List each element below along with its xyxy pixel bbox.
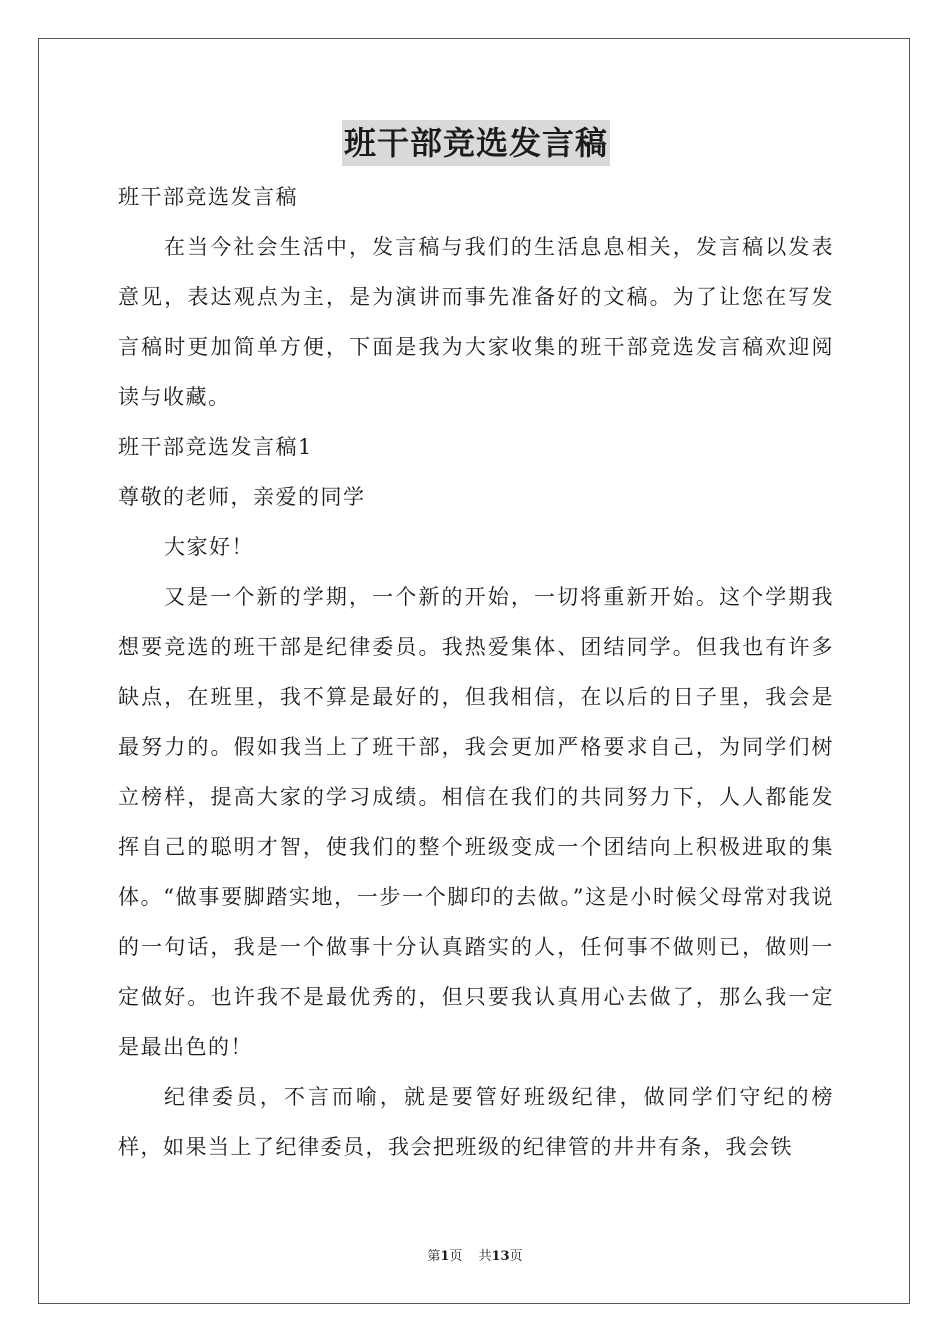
document-title: 班干部竞选发言稿 <box>342 120 610 166</box>
paragraph: 在当今社会生活中，发言稿与我们的生活息息相关，发言稿以发表意见，表达观点为主，是为演讲而事先准备好的文稿。为了让您在写发言稿时更加简单方便，下面是我为大家收集的班干部竞选发言稿欢迎阅读与收藏。 <box>118 235 834 409</box>
document-body <box>118 120 834 1172</box>
total-suffix: 页 <box>509 1249 523 1264</box>
page-suffix: 页 <box>449 1249 463 1264</box>
paragraph: 大家好！ <box>164 535 254 559</box>
page-number: 1 <box>440 1249 450 1264</box>
paragraph: 纪律委员，不言而喻，就是要管好班级纪律，做同学们守纪的榜样，如果当上了纪律委员，我会把班级的纪律管的井井有条，我会铁 <box>118 1085 834 1159</box>
paragraph: 又是一个新的学期，一个新的开始，一切将重新开始。这个学期我想要竞选的班干部是纪律委员。我热爱集体、团结同学。但我也有许多缺点，在班里，我不算是最好的，但我相信，在以后的日子里，我会是最努力的。假如我当上了班干部，我会更加严格要求自己，为同学们树立榜样，提高大家的学习成绩。相信在我们的共同努力下，人人都能发挥自己的聪明才智，使我们的整个班级变成一个团结向上积极进取的集体。“做事要脚踏实地，一步一个脚印的去做。”这是小时候父母常对我说的一句话，我是一个做事十分认真踏实的人，任何事不做则已，做则一定做好。也许我不是最优秀的，但只要我认真用心去做了，那么我一定是最出色的！ <box>118 585 834 1059</box>
paragraph: 尊敬的老师，亲爱的同学 <box>118 485 366 509</box>
page-footer <box>0 1245 950 1264</box>
paragraph: 班干部竞选发言稿1 <box>118 435 313 459</box>
paragraph-list <box>118 172 834 1172</box>
total-pages: 13 <box>491 1249 510 1264</box>
paragraph: 班干部竞选发言稿 <box>118 185 298 209</box>
title-block <box>118 120 834 166</box>
total-prefix: 共 <box>478 1249 492 1264</box>
page-prefix: 第 <box>427 1249 441 1264</box>
